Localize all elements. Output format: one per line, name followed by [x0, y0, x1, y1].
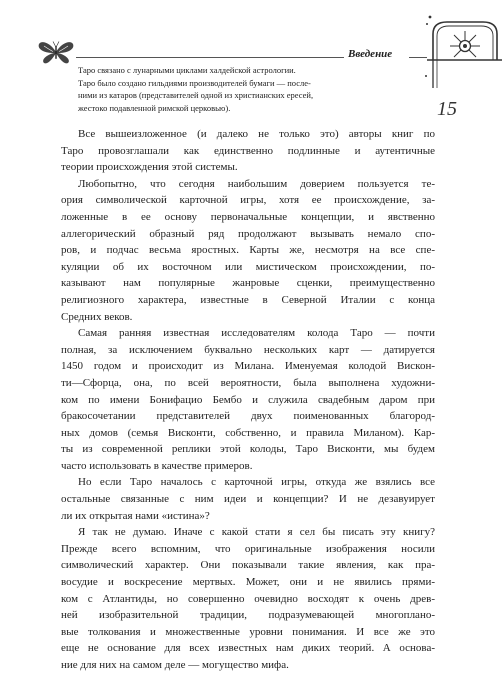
note-line: Таро связано с лунарными циклами халдейской астрологии.	[78, 65, 296, 75]
text-line: Таро провозглашали как единственно подлинные и аутентичные	[61, 144, 435, 157]
text-line: теории происхождения этой системы.	[61, 161, 238, 174]
epigraph-notes	[78, 64, 378, 114]
text-line: ней изобразительной традиции, подразумевающей многоплано-	[61, 609, 435, 622]
text-line: Любопытно, что сегодня наибольшим доверием пользуется те-	[78, 177, 435, 190]
text-line: ория символической карточной игры, хотя ее происхождение, за-	[61, 194, 435, 207]
text-line: полная, за исключением буквально нескольких карт — датируется	[61, 343, 435, 356]
text-line: ли их открытая нами «истина»?	[61, 509, 210, 522]
paragraph	[61, 176, 435, 325]
header-rule	[76, 57, 344, 58]
text-line: еще не основание для всех известных нам диких теорий. А основа-	[61, 642, 435, 655]
note-line: Таро было создано гильдиями производителей бумаги — после-	[78, 77, 311, 88]
text-line: 1450 годом и происходит из Милана. Именуемая колодой Вискон-	[61, 360, 435, 373]
text-line: ние для них на самом деле — могущество мифа.	[61, 659, 289, 671]
text-line: часто использовать в качестве примеров.	[61, 459, 253, 472]
text-line: ты из современной реплики этой колоды, Таро Висконти, мы будем	[61, 443, 435, 456]
text-line: казывают нам популярные жанровые сценки, преимущественно	[61, 277, 435, 290]
text-line: Средних веков.	[61, 310, 133, 323]
text-line: ти—Сфорца, она, по всей вероятности, была выполнена художни-	[61, 376, 435, 389]
arch-ornament-icon	[423, 12, 502, 88]
note-line: жестоко подавленной римской церковью).	[78, 102, 231, 113]
text-line: религиозного характера, известные в Северной Италии с конца	[61, 293, 435, 306]
text-line: куляции об их восточном или мистическом происхождении, по-	[61, 260, 435, 273]
text-line: ров, и подчас весьма яростных. Карты же, несмотря на все спе-	[61, 244, 435, 257]
paragraph	[61, 474, 435, 524]
text-line: Все вышеизложенное (и далеко не только это) авторы книг по	[78, 128, 435, 140]
section-title: Введение	[348, 48, 393, 60]
text-line: Я так не думаю. Иначе с какой стати я сел бы писать эту книгу?	[78, 526, 435, 539]
text-line: ком с Атлантиды, но совершенно очевидно восходят к очень древ-	[61, 592, 435, 605]
text-line: Но если Таро началось с карточной игры, откуда же взялись все	[78, 476, 435, 489]
text-line: аллегорический образный ряд продолжают вызывать немало спо-	[61, 227, 435, 240]
page-number: 15	[437, 98, 457, 120]
text-line: восудие и воскресение мертвых. Может, они и не явились прями-	[61, 576, 435, 589]
text-line: ных домов (семья Висконти, собственно, и правила Миланом). Кар-	[61, 426, 435, 439]
text-line: бракосочетании представителей двух поименованных благород-	[61, 410, 435, 423]
text-line: символический характер. Они показывали такие явления, как пра-	[61, 559, 435, 572]
text-line: вые толкования и множественные уровни понимания. И все же это	[61, 625, 435, 638]
paragraph	[61, 126, 435, 176]
text-line: ком по имени Бонифацио Бембо и служила свадебным даром при	[61, 393, 435, 406]
body-text	[61, 126, 435, 674]
butterfly-icon	[38, 40, 74, 64]
paragraph	[61, 524, 435, 673]
text-line: остальные связанные с ним идеи и концепции? И не дезавуирует	[61, 493, 435, 506]
paragraph	[61, 325, 435, 474]
text-line: Прежде всего вспомним, что оригинальные изображения носили	[61, 542, 435, 555]
text-line: Самая ранняя известная исследователям колода Таро — почти	[78, 327, 435, 340]
note-line: ними из катаров (представителей одной из христианских ересей,	[78, 90, 314, 100]
text-line: ложенные в ее основу первоначальные концепции, и явственно	[61, 210, 435, 223]
